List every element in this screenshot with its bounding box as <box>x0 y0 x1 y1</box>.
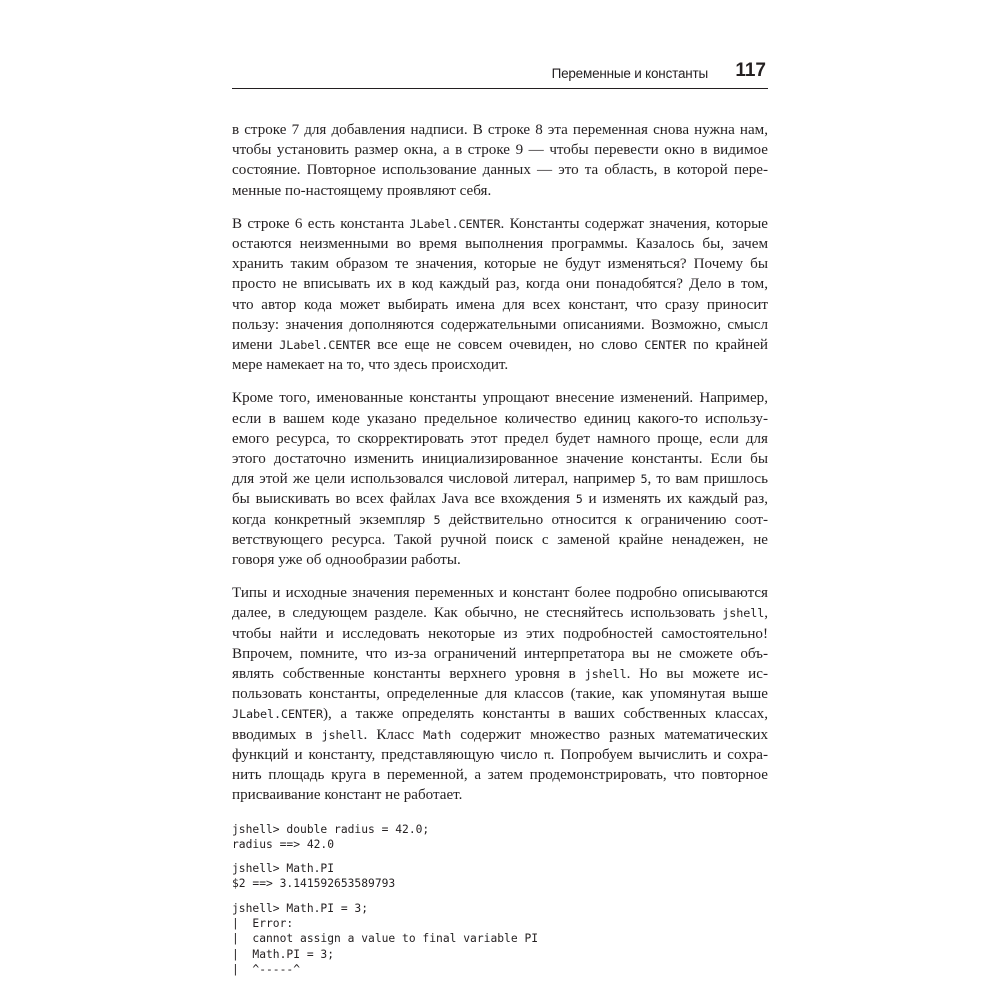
text-run: , <box>764 605 768 622</box>
text-line <box>232 140 768 160</box>
text-run: функций и константу, представляющую число <box>232 746 544 763</box>
inline-code: 5 <box>433 512 441 527</box>
text-run: вводимых в <box>232 726 322 743</box>
inline-code: jshell <box>584 667 627 682</box>
paragraph <box>232 388 768 570</box>
text-line <box>232 583 768 603</box>
text-line <box>232 725 768 745</box>
text-line <box>232 664 768 684</box>
text-run: Типы и исходные значения переменных и констант более подробно описываются <box>232 585 768 602</box>
text-run: по крайней <box>686 337 768 354</box>
text-line <box>232 684 768 704</box>
text-line <box>232 765 768 785</box>
paragraph <box>232 583 768 805</box>
text-run: менные по-настоящему проявляют себя. <box>232 182 492 199</box>
paragraph <box>232 214 768 376</box>
text-line <box>232 234 768 254</box>
code-listing <box>232 822 768 978</box>
text-run: для этой же цели использовался числовой литерал, например <box>232 471 641 488</box>
text-run: . Попробуем вычислить и сохра- <box>550 746 768 763</box>
text-run: пользу: значения дополняются содержательными описаниями. Возможно, смысл <box>232 316 768 333</box>
text-line <box>232 409 768 429</box>
text-line <box>232 160 768 180</box>
text-run: мере намекает на то, что здесь происходит. <box>232 357 509 374</box>
text-line <box>232 644 768 664</box>
text-run: что автор кода может выбирать имена для всех констант, что сразу приносит <box>232 296 768 313</box>
text-run: Впрочем, помните, что из-за ограничений интерпретатора вы не сможете объ- <box>232 645 768 662</box>
code-line: jshell> double radius = 42.0; <box>232 822 430 836</box>
text-run: все еще не совсем очевиден, но слово <box>370 337 645 354</box>
body-text <box>232 120 768 986</box>
inline-code: 5 <box>575 492 583 507</box>
code-group <box>232 901 768 977</box>
paragraphs <box>232 120 768 806</box>
code-line: radius ==> 42.0 <box>232 837 335 851</box>
text-line <box>232 785 768 805</box>
text-line <box>232 254 768 274</box>
text-line <box>232 510 768 530</box>
text-run: пользовать константы, определенные для классов (такие, как упомянутая выше <box>232 686 768 703</box>
text-line <box>232 550 768 570</box>
page-number: 117 <box>735 60 766 81</box>
code-line: $2 ==> 3.141592653589793 <box>232 877 396 891</box>
text-line <box>232 274 768 294</box>
text-line <box>232 335 768 355</box>
text-run: просто не вписывать их в код каждый раз, когда они понадобятся? Дело в том, <box>232 276 768 293</box>
text-line <box>232 120 768 140</box>
text-run: чтобы установить размер окна, а в строке 9 — чтобы перевести окно в видимое <box>232 142 768 159</box>
text-run: действительно относится к ограничению соот- <box>440 511 768 528</box>
text-line <box>232 624 768 644</box>
section-title: Переменные и константы <box>551 66 708 81</box>
text-run: ), а также определять константы в ваших собственных классах, <box>323 706 768 723</box>
text-run: ветствующего ресурса. Такой ручной поиск с заменой крайне ненадежен, не <box>232 531 768 548</box>
text-line <box>232 355 768 375</box>
inline-code: π <box>543 747 551 762</box>
text-run: хранить таким образом те значения, которые не будут изменяться? Почему бы <box>232 256 768 273</box>
text-line <box>232 388 768 408</box>
text-line <box>232 603 768 623</box>
text-run: далее, в следующем разделе. Как обычно, не стесняйтесь использовать <box>232 605 723 622</box>
text-line <box>232 469 768 489</box>
text-run: этого достаточно изменить инициализированное значение константы. Если бы <box>232 451 768 468</box>
text-run: Кроме того, именованные константы упрощают внесение изменений. Например, <box>232 390 768 407</box>
text-line <box>232 449 768 469</box>
code-line: | cannot assign a value to final variable PI <box>232 932 539 946</box>
inline-code: jshell <box>321 727 364 742</box>
text-line <box>232 530 768 550</box>
paragraph <box>232 120 768 201</box>
text-run: емого ресурса, то скорректировать этот предел будет намного проще, если для <box>232 430 768 447</box>
code-group <box>232 861 768 892</box>
text-run: . Класс <box>363 726 424 743</box>
text-line <box>232 704 768 724</box>
text-line <box>232 429 768 449</box>
inline-code: jshell <box>722 606 765 621</box>
code-line: jshell> Math.PI = 3; <box>232 901 369 915</box>
text-line <box>232 295 768 315</box>
inline-code: CENTER <box>644 338 687 353</box>
text-run: присваивание констант не работает. <box>232 787 463 804</box>
text-run: чтобы найти и исследовать некоторые из этих подробностей самостоятельно! <box>232 625 768 642</box>
code-line: | ^-----^ <box>232 962 301 976</box>
text-run: содержит множество разных математических <box>451 726 768 743</box>
inline-code: 5 <box>640 472 648 487</box>
text-run: нить площадь круга в переменной, а затем продемонстрировать, что повторное <box>232 767 768 784</box>
text-run: когда конкретный экземпляр <box>232 511 434 528</box>
text-run: в строке 7 для добавления надписи. В строке 8 эта переменная снова нужна нам, <box>232 122 768 138</box>
inline-code: Math <box>423 727 452 742</box>
text-run: , то вам пришлось <box>647 471 768 488</box>
text-run: имени <box>232 337 280 354</box>
code-line: | Math.PI = 3; <box>232 947 335 961</box>
inline-code: JLabel.CENTER <box>279 338 371 353</box>
text-run: являть собственные константы верхнего уровня в <box>232 666 585 683</box>
inline-code: JLabel.CENTER <box>232 707 324 722</box>
code-group <box>232 822 768 853</box>
code-line: | Error: <box>232 916 294 930</box>
text-run: и изменять их каждый раз, <box>582 491 768 508</box>
text-run: говоря уже об однообразии работы. <box>232 552 461 569</box>
running-header <box>232 62 768 89</box>
inline-code: JLabel.CENTER <box>409 216 501 231</box>
text-run: состояние. Повторное использование данных — это та область, в которой пере- <box>232 162 768 179</box>
code-line: jshell> Math.PI <box>232 862 335 876</box>
text-run: . Но вы можете ис- <box>626 666 768 683</box>
text-run: если в вашем коде указано предельное количество единиц какого-то использу- <box>232 410 768 427</box>
text-line <box>232 214 768 234</box>
text-run: остаются неизменными во время выполнения программы. Казалось бы, зачем <box>232 236 768 253</box>
text-line <box>232 745 768 765</box>
text-run: В строке 6 есть константа <box>232 215 410 232</box>
text-line <box>232 181 768 201</box>
text-line <box>232 489 768 509</box>
text-line <box>232 315 768 335</box>
text-run: бы выискивать во всех файлах Java все вхождения <box>232 491 576 508</box>
text-run: . Константы содержат значения, которые <box>500 215 768 232</box>
